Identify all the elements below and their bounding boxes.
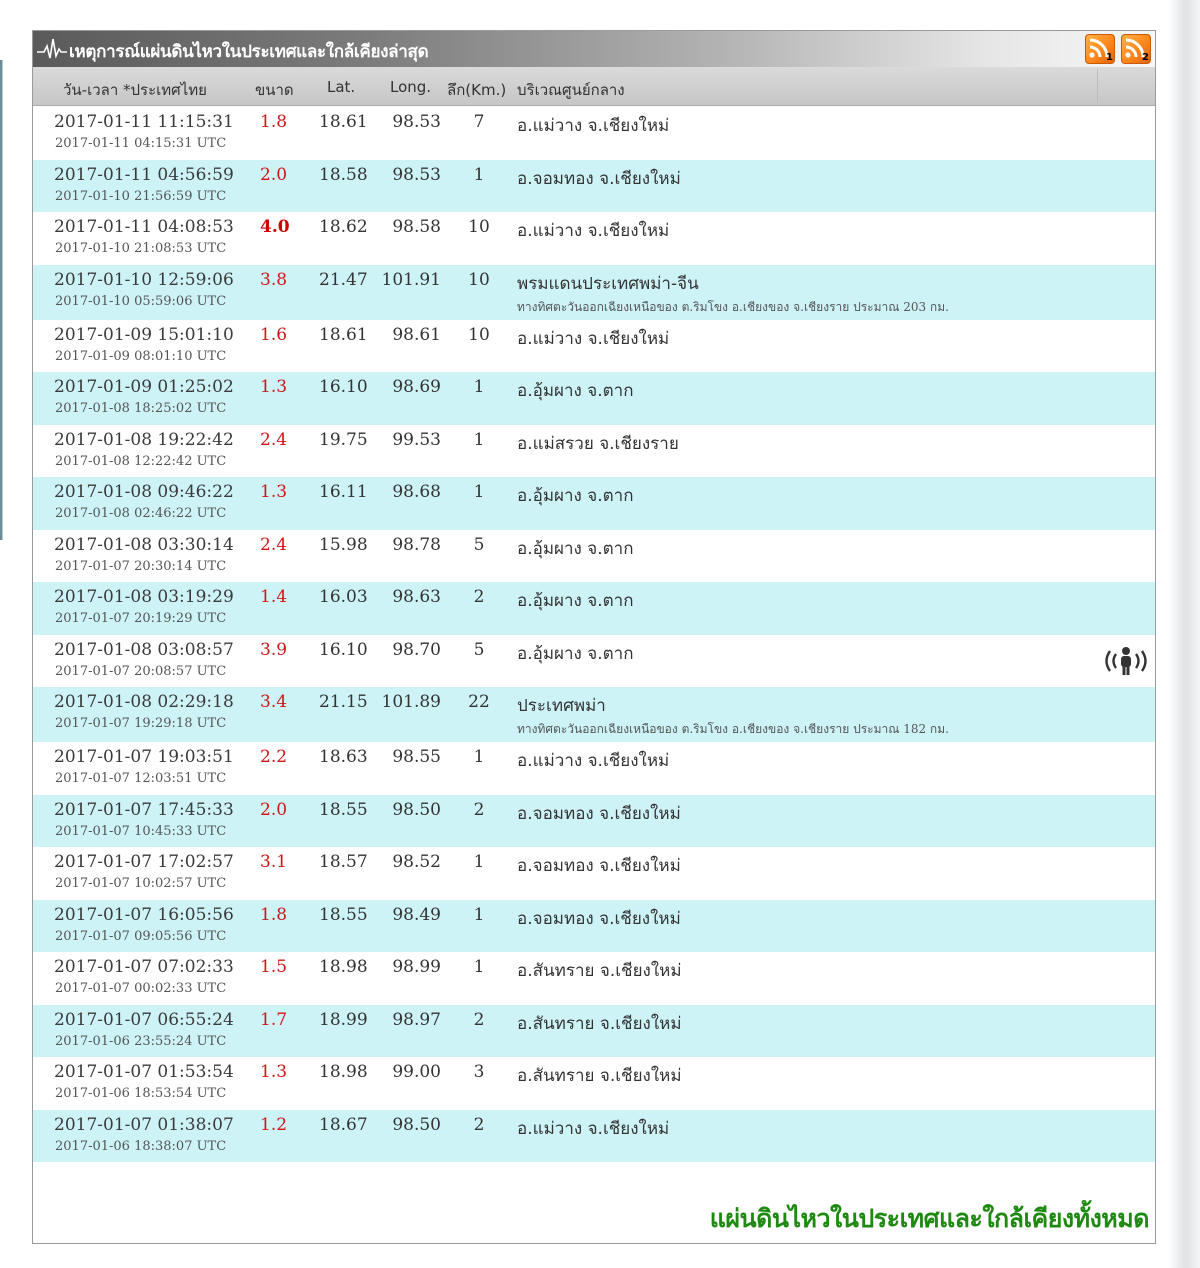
row-depth: 1 [473,482,485,502]
row-datetime: 2017-01-08 03:08:57 [54,639,234,660]
row-magnitude: 1.3 [260,1062,288,1082]
row-utc-time: 2017-01-07 20:19:29 UTC [55,611,227,626]
row-utc-time: 2017-01-07 19:29:18 UTC [55,716,227,731]
table-row[interactable] [33,107,1155,160]
row-magnitude: 1.8 [260,904,288,925]
table-row[interactable] [33,425,1155,478]
row-magnitude: 1.6 [260,324,288,345]
row-utc-time: 2017-01-07 10:45:33 UTC [55,823,227,839]
table-row[interactable] [33,477,1155,530]
row-magnitude: 2.0 [260,799,288,820]
row-area: อ.แม่วาง จ.เชียงใหม่ [517,221,670,241]
header-magnitude: ขนาด [255,81,294,99]
table-row[interactable] [33,687,1155,742]
table-row[interactable] [33,320,1155,373]
row-area: อ.สันทราย จ.เชียงใหม่ [517,961,682,981]
row-magnitude: 1.3 [260,482,288,502]
row-longitude: 98.52 [392,852,441,872]
row-depth: 2 [473,1114,485,1135]
row-longitude: 98.99 [392,957,441,977]
row-latitude: 18.55 [319,799,368,820]
row-depth: 10 [468,324,490,345]
row-latitude: 18.55 [319,904,368,925]
row-utc-time: 2017-01-06 18:38:07 UTC [55,1138,227,1154]
row-area: อ.สันทราย จ.เชียงใหม่ [517,1013,682,1034]
row-area: อ.สันทราย จ.เชียงใหม่ [517,1066,682,1086]
row-magnitude: 3.4 [260,692,288,712]
row-datetime: 2017-01-07 16:05:56 [54,904,234,925]
page-shadow [1168,0,1200,1268]
row-longitude: 99.53 [392,429,441,450]
row-utc-time: 2017-01-07 10:02:57 UTC [55,876,227,891]
row-area: อ.แม่สรวย จ.เชียงราย [517,433,679,454]
table-row[interactable] [33,372,1155,425]
row-datetime: 2017-01-07 17:02:57 [54,852,234,872]
row-depth: 1 [473,429,485,450]
row-area: อ.แม่วาง จ.เชียงใหม่ [517,328,670,349]
row-utc-time: 2017-01-08 12:22:42 UTC [55,453,227,469]
rss-feed-1-button[interactable] [1085,34,1115,64]
row-latitude: 16.03 [319,587,368,607]
header-depth: ลึก(Km.) [447,81,507,99]
row-longitude: 98.70 [392,639,441,660]
row-longitude: 98.50 [392,799,441,820]
row-utc-time: 2017-01-07 20:30:14 UTC [55,558,227,574]
row-datetime: 2017-01-11 04:08:53 [54,217,234,237]
row-utc-time: 2017-01-10 21:08:53 UTC [55,241,227,256]
row-area: อ.อุ้มผาง จ.ตาก [517,643,634,664]
felt-report-icon[interactable] [1101,643,1151,679]
table-row[interactable] [33,1005,1155,1058]
row-longitude: 101.89 [381,692,441,712]
row-area: อ.จอมทอง จ.เชียงใหม่ [517,908,681,929]
row-depth: 7 [473,112,485,132]
row-utc-time: 2017-01-10 05:59:06 UTC [55,293,227,309]
row-utc-time: 2017-01-07 09:05:56 UTC [55,928,227,944]
table-header [33,67,1155,106]
left-edge-marker [0,60,3,540]
row-depth: 10 [468,217,490,237]
row-magnitude: 2.0 [260,164,288,185]
row-longitude: 98.97 [392,1009,441,1030]
row-depth: 1 [473,957,485,977]
row-area: พรมแดนประเทศพม่า-จีน [517,273,699,294]
row-depth: 1 [473,164,485,185]
row-datetime: 2017-01-07 07:02:33 [54,957,234,977]
row-utc-time: 2017-01-07 00:02:33 UTC [55,981,227,996]
row-longitude: 98.53 [392,164,441,185]
row-datetime: 2017-01-11 11:15:31 [54,112,234,132]
row-depth: 1 [473,852,485,872]
row-latitude: 21.47 [319,269,368,290]
table-row[interactable] [33,582,1155,635]
row-utc-time: 2017-01-09 08:01:10 UTC [55,348,227,364]
row-longitude: 98.78 [392,534,441,555]
row-area: อ.จอมทอง จ.เชียงใหม่ [517,803,681,824]
row-latitude: 18.98 [319,957,368,977]
row-depth: 2 [473,587,485,607]
row-longitude: 98.69 [392,377,441,397]
table-row[interactable] [33,952,1155,1005]
panel-title: เหตุการณ์แผ่นดินไหวในประเทศและใกล้เคียงล่าสุด [69,42,429,62]
row-magnitude: 1.7 [260,1009,288,1030]
row-utc-time: 2017-01-08 18:25:02 UTC [55,401,227,416]
row-utc-time: 2017-01-07 12:03:51 UTC [55,771,227,786]
row-magnitude: 3.1 [260,852,288,872]
row-latitude: 21.15 [319,692,368,712]
row-area-detail: ทางทิศตะวันออกเฉียงเหนือของ ต.ริมโขง อ.เชียงของ จ.เชียงราย ประมาณ 203 กม. [517,299,949,314]
row-depth: 1 [473,904,485,925]
row-area: ประเทศพม่า [517,696,606,716]
row-area: อ.จอมทอง จ.เชียงใหม่ [517,168,681,189]
row-datetime: 2017-01-08 03:30:14 [54,534,234,555]
row-datetime: 2017-01-07 01:38:07 [54,1114,234,1135]
table-row[interactable] [33,742,1155,795]
row-datetime: 2017-01-08 02:29:18 [54,692,234,712]
row-latitude: 15.98 [319,534,368,555]
row-area: อ.อุ้มผาง จ.ตาก [517,591,634,611]
row-magnitude: 1.3 [260,377,288,397]
row-area: อ.อุ้มผาง จ.ตาก [517,486,634,506]
row-depth: 2 [473,1009,485,1030]
panel-title-bar [33,31,1155,67]
row-latitude: 18.98 [319,1062,368,1082]
row-depth: 3 [473,1062,485,1082]
row-magnitude: 1.4 [260,587,288,607]
row-area: อ.อุ้มผาง จ.ตาก [517,538,634,559]
row-longitude: 98.63 [392,587,441,607]
row-datetime: 2017-01-08 03:19:29 [54,587,234,607]
row-datetime: 2017-01-07 17:45:33 [54,799,234,820]
row-datetime: 2017-01-09 01:25:02 [54,377,234,397]
row-longitude: 99.00 [392,1062,441,1082]
row-datetime: 2017-01-11 04:56:59 [54,164,234,185]
row-latitude: 18.99 [319,1009,368,1030]
row-latitude: 18.57 [319,852,368,872]
row-magnitude: 2.4 [260,534,288,555]
all-earthquakes-link[interactable]: แผ่นดินไหวในประเทศและใกล้เคียงทั้งหมด [709,1204,1149,1233]
row-magnitude: 3.8 [260,269,288,290]
table-row[interactable] [33,1057,1155,1110]
table-row[interactable] [33,160,1155,213]
rss-feed-2-label: 2 [1142,52,1149,63]
rss-feed-2-button[interactable] [1121,34,1151,64]
row-latitude: 16.11 [319,482,368,502]
row-area: อ.แม่วาง จ.เชียงใหม่ [517,1118,670,1139]
row-datetime: 2017-01-07 06:55:24 [54,1009,234,1030]
row-magnitude: 2.4 [260,429,288,450]
row-latitude: 16.10 [319,377,368,397]
row-longitude: 101.91 [381,269,441,290]
row-latitude: 18.58 [319,164,368,185]
table-row[interactable] [33,847,1155,900]
row-magnitude: 4.0 [260,217,290,237]
row-depth: 2 [473,799,485,820]
row-utc-time: 2017-01-08 02:46:22 UTC [55,506,227,521]
table-row[interactable] [33,212,1155,265]
table-row[interactable] [33,795,1155,848]
row-latitude: 18.62 [319,217,368,237]
row-utc-time: 2017-01-07 20:08:57 UTC [55,663,227,679]
row-area: อ.จอมทอง จ.เชียงใหม่ [517,856,681,876]
table-row[interactable] [33,530,1155,583]
table-row[interactable] [33,635,1155,688]
row-latitude: 18.61 [319,324,368,345]
row-utc-time: 2017-01-06 18:53:54 UTC [55,1086,227,1101]
row-depth: 5 [473,639,485,660]
row-magnitude: 2.2 [260,747,288,767]
row-longitude: 98.53 [392,112,441,132]
header-separator [1097,69,1098,103]
row-datetime: 2017-01-08 09:46:22 [54,482,234,502]
row-latitude: 18.67 [319,1114,368,1135]
row-magnitude: 1.2 [260,1114,288,1135]
row-utc-time: 2017-01-10 21:56:59 UTC [55,188,227,204]
row-depth: 10 [468,269,490,290]
row-longitude: 98.49 [392,904,441,925]
row-utc-time: 2017-01-11 04:15:31 UTC [55,136,227,151]
row-area: อ.แม่วาง จ.เชียงใหม่ [517,116,670,136]
row-depth: 5 [473,534,485,555]
row-depth: 1 [473,747,485,767]
row-longitude: 98.55 [392,747,441,767]
row-magnitude: 1.8 [260,112,288,132]
row-depth: 22 [468,692,490,712]
row-area-detail: ทางทิศตะวันออกเฉียงเหนือของ ต.ริมโขง อ.เชียงของ จ.เชียงราย ประมาณ 182 กม. [517,722,949,736]
row-utc-time: 2017-01-06 23:55:24 UTC [55,1033,227,1049]
row-datetime: 2017-01-10 12:59:06 [54,269,234,290]
header-datetime: วัน-เวลา *ประเทศไทย [63,81,207,99]
header-area: บริเวณศูนย์กลาง [517,81,625,99]
earthquake-panel [32,30,1156,1244]
header-long: Long. [390,78,432,96]
table-row[interactable] [33,1110,1155,1163]
rss-feed-1-label: 1 [1106,52,1113,63]
row-depth: 1 [473,377,485,397]
row-magnitude: 1.5 [260,957,288,977]
row-area: อ.อุ้มผาง จ.ตาก [517,381,634,401]
table-row[interactable] [33,900,1155,953]
row-area: อ.แม่วาง จ.เชียงใหม่ [517,751,670,771]
row-latitude: 19.75 [319,429,368,450]
row-magnitude: 3.9 [260,639,288,660]
table-row[interactable] [33,265,1155,320]
row-latitude: 18.61 [319,112,368,132]
seismograph-icon [37,36,67,62]
row-datetime: 2017-01-07 01:53:54 [54,1062,234,1082]
row-datetime: 2017-01-08 19:22:42 [54,429,234,450]
row-latitude: 18.63 [319,747,368,767]
row-datetime: 2017-01-07 19:03:51 [54,747,234,767]
row-longitude: 98.61 [392,324,441,345]
row-longitude: 98.50 [392,1114,441,1135]
row-datetime: 2017-01-09 15:01:10 [54,324,234,345]
row-longitude: 98.68 [392,482,441,502]
row-latitude: 16.10 [319,639,368,660]
row-longitude: 98.58 [392,217,441,237]
header-lat: Lat. [327,78,356,96]
